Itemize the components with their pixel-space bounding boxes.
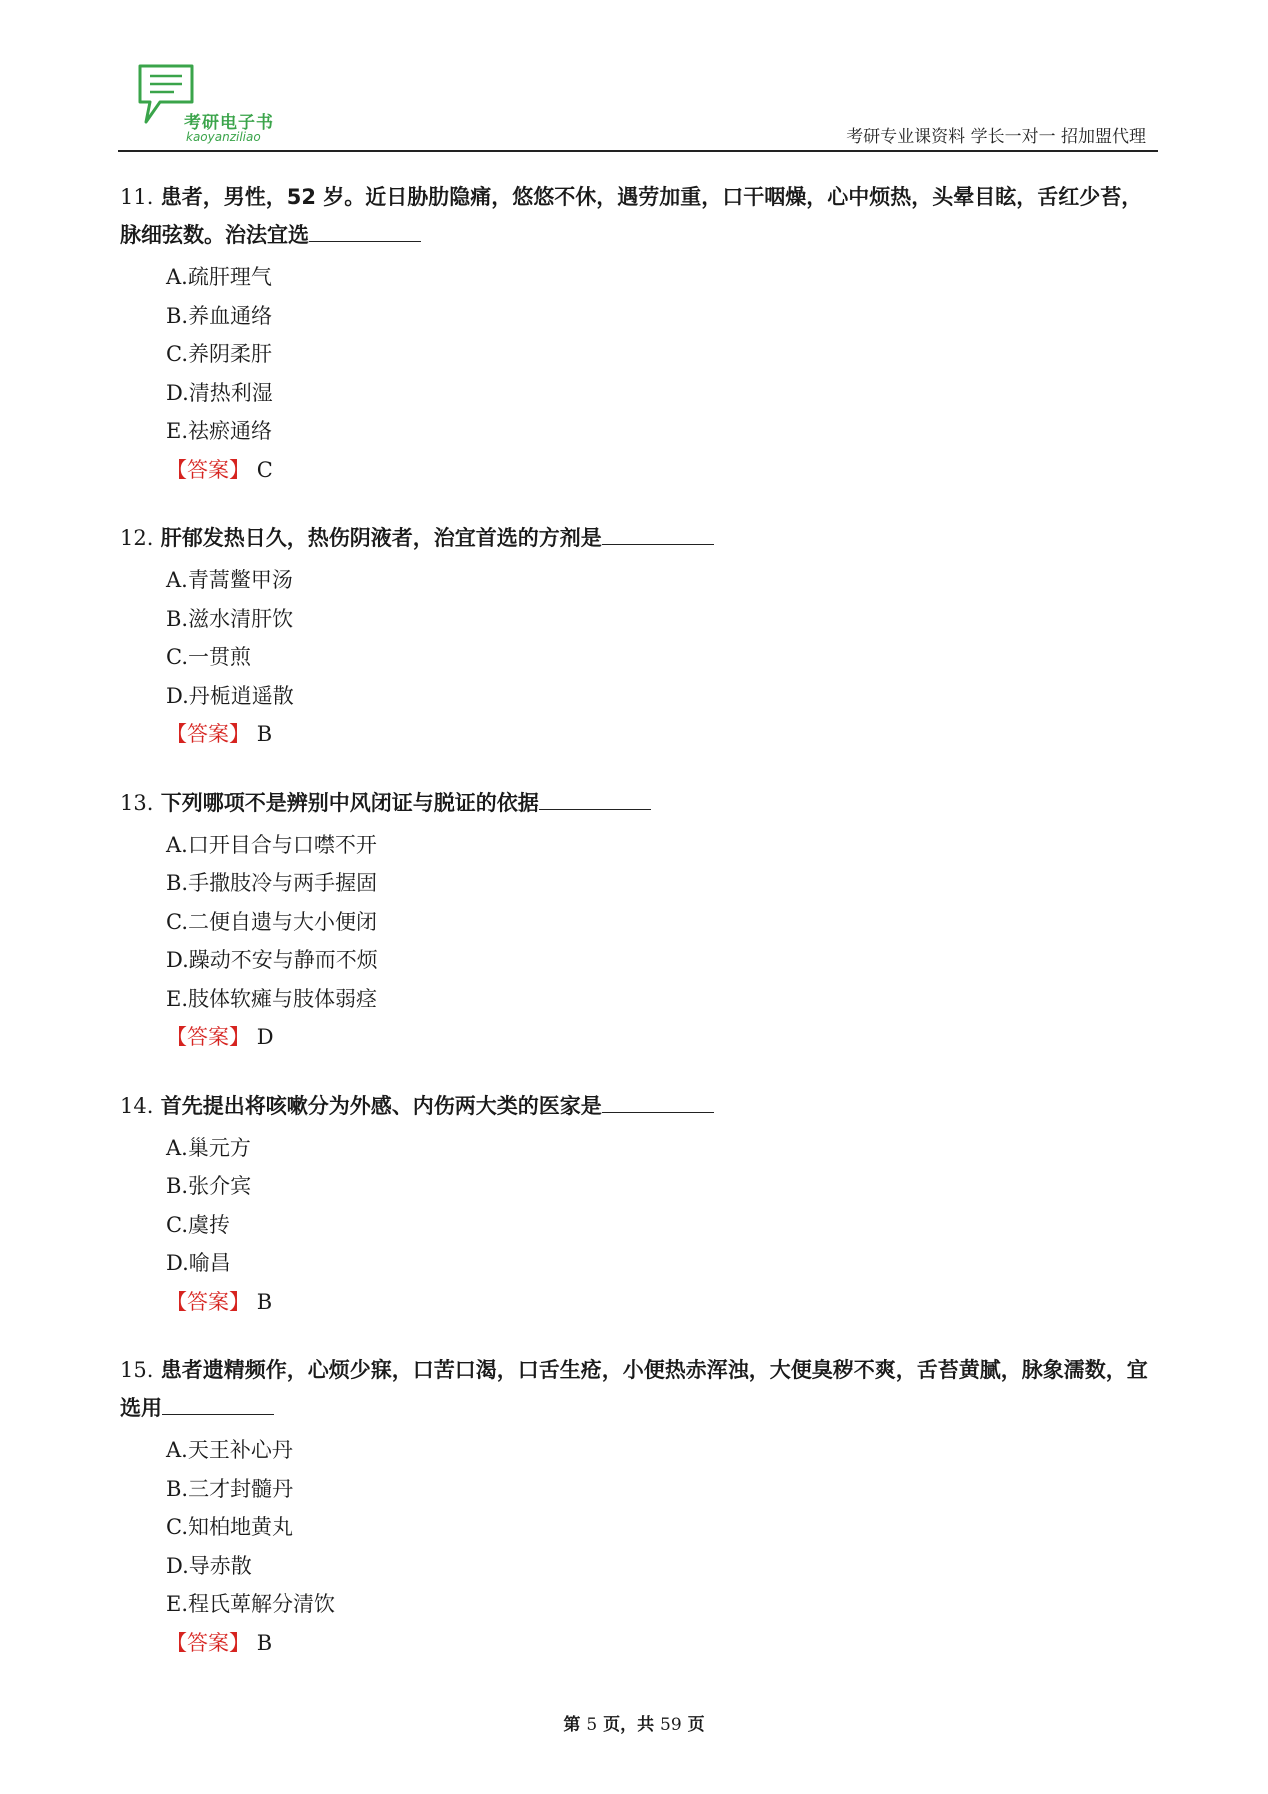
option-letter: B. <box>166 871 189 895</box>
footer-page-number: 5 <box>586 1715 598 1735</box>
option-text: 躁动不安与静而不烦 <box>188 948 378 972</box>
option-text: 疏肝理气 <box>187 265 272 289</box>
option-item <box>166 638 1160 677</box>
question-number: 15. <box>120 1358 154 1382</box>
answer-label: 【答案】 <box>166 1025 250 1049</box>
question-block <box>120 178 1160 489</box>
option-item <box>166 1508 1160 1547</box>
answer-blank <box>602 524 714 545</box>
answer-blank <box>162 1394 274 1415</box>
footer-middle: 页，共 <box>603 1715 655 1735</box>
answer-label: 【答案】 <box>166 1289 250 1314</box>
option-text: 喻昌 <box>188 1251 231 1275</box>
option-item <box>166 903 1160 942</box>
option-item <box>166 1167 1160 1206</box>
option-letter: D. <box>166 683 189 708</box>
answer-line <box>166 1283 1160 1322</box>
question-stem <box>120 178 1160 254</box>
option-text: 养阴柔肝 <box>188 342 272 366</box>
question-text: 患者，男性，52 岁。近日胁肋隐痛，悠悠不休，遇劳加重，口干咽燥，心中烦热，头晕目眩，舌红少苔，脉细弦数。治法宜选 <box>120 185 1143 247</box>
option-letter: A. <box>166 265 188 289</box>
option-item <box>166 258 1160 297</box>
footer-total-pages: 59 <box>660 1715 682 1735</box>
answer-label: 【答案】 <box>166 1630 250 1655</box>
option-letter: B. <box>166 1174 189 1198</box>
option-text: 养血通络 <box>188 303 273 328</box>
answer-value: D <box>256 1025 274 1049</box>
footer-suffix: 页 <box>687 1715 705 1735</box>
option-letter: D. <box>166 948 189 972</box>
question-block <box>120 1087 1160 1322</box>
option-item <box>166 561 1160 600</box>
option-item <box>166 412 1160 451</box>
option-letter: E. <box>166 419 189 443</box>
option-item <box>166 1244 1160 1283</box>
header-slogan: 考研专业课资料 学长一对一 招加盟代理 <box>846 127 1146 147</box>
option-text: 张介宾 <box>188 1174 252 1198</box>
option-text: 程氏萆解分清饮 <box>188 1592 336 1616</box>
logo-subtext: kaoyanziliao <box>186 130 261 144</box>
option-letter: C. <box>166 909 188 934</box>
option-letter: D. <box>166 1553 189 1578</box>
question-text: 首先提出将咳嗽分为外感、内伤两大类的医家是 <box>160 1093 602 1118</box>
option-item <box>166 335 1160 374</box>
logo-text: 考研电子书 <box>184 113 274 133</box>
question-stem <box>120 519 1160 557</box>
option-item <box>166 1431 1160 1470</box>
option-letter: B. <box>166 303 189 328</box>
page-header <box>118 58 1158 154</box>
logo <box>134 62 284 150</box>
question-stem <box>120 1351 1160 1427</box>
question-list <box>120 178 1160 1692</box>
option-letter: D. <box>166 1251 189 1275</box>
option-letter: C. <box>166 342 188 366</box>
option-text: 知柏地黄丸 <box>188 1515 293 1539</box>
option-letter: B. <box>166 1476 189 1501</box>
option-item <box>166 864 1160 903</box>
option-text: 二便自遗与大小便闭 <box>188 909 377 934</box>
page-footer <box>0 1710 1268 1735</box>
header-divider <box>118 150 1158 152</box>
option-letter: A. <box>166 568 188 592</box>
question-block <box>120 519 1160 754</box>
option-item <box>166 1129 1160 1168</box>
option-letter: E. <box>166 986 189 1011</box>
answer-line <box>166 451 1160 490</box>
question-number: 11. <box>120 185 154 209</box>
answer-blank <box>309 221 421 242</box>
option-item <box>166 980 1160 1019</box>
answer-blank <box>602 1092 714 1113</box>
option-item <box>166 941 1160 980</box>
option-letter: A. <box>166 1135 188 1160</box>
question-text: 患者遗精频作，心烦少寐，口苦口渴，口舌生疮，小便热赤浑浊，大便臭秽不爽，舌苔黄腻，脉象濡数，宜选用 <box>120 1358 1148 1420</box>
question-number: 14. <box>120 1093 154 1118</box>
option-letter: E. <box>166 1592 189 1616</box>
option-item <box>166 1585 1160 1624</box>
option-letter: D. <box>166 380 189 405</box>
answer-line <box>166 715 1160 754</box>
answer-value: B <box>256 1630 273 1655</box>
option-letter: C. <box>166 1515 188 1539</box>
option-text: 滋水清肝饮 <box>188 606 294 631</box>
option-letter: C. <box>166 645 188 669</box>
answer-value: B <box>256 1289 273 1314</box>
option-text: 肢体软瘫与肢体弱痉 <box>188 986 378 1011</box>
option-item <box>166 600 1160 639</box>
answer-value: B <box>256 722 273 746</box>
option-text: 导赤散 <box>188 1553 252 1578</box>
option-letter: A. <box>166 1438 188 1462</box>
question-text: 下列哪项不是辨别中风闭证与脱证的依据 <box>160 790 539 815</box>
option-text: 祛瘀通络 <box>188 419 273 443</box>
option-text: 一贯煎 <box>188 645 251 669</box>
option-text: 巢元方 <box>187 1135 251 1160</box>
option-item <box>166 826 1160 865</box>
option-text: 手撒肢冷与两手握固 <box>188 871 378 895</box>
option-text: 丹栀逍遥散 <box>188 683 294 708</box>
option-item <box>166 1547 1160 1586</box>
answer-label: 【答案】 <box>166 722 250 746</box>
answer-line <box>166 1624 1160 1663</box>
answer-value: C <box>256 457 273 482</box>
option-item <box>166 1206 1160 1245</box>
answer-blank <box>539 789 651 810</box>
answer-label: 【答案】 <box>166 457 250 482</box>
question-block <box>120 1351 1160 1662</box>
option-letter: B. <box>166 606 189 631</box>
option-item <box>166 677 1160 716</box>
question-stem <box>120 1087 1160 1125</box>
option-text: 清热利湿 <box>188 380 273 405</box>
footer-prefix: 第 <box>563 1715 581 1735</box>
option-text: 青蒿鳖甲汤 <box>187 568 293 592</box>
option-text: 三才封髓丹 <box>188 1476 294 1501</box>
option-item <box>166 297 1160 336</box>
option-item <box>166 374 1160 413</box>
option-text: 口开目合与口噤不开 <box>187 832 377 857</box>
answer-line <box>166 1018 1160 1057</box>
option-text: 天王补心丹 <box>187 1438 293 1462</box>
option-letter: C. <box>166 1212 188 1237</box>
option-letter: A. <box>166 832 188 857</box>
question-number: 13. <box>120 790 154 815</box>
question-number: 12. <box>120 526 154 550</box>
question-stem <box>120 784 1160 822</box>
option-item <box>166 1470 1160 1509</box>
option-text: 虞抟 <box>188 1212 230 1237</box>
question-block <box>120 784 1160 1057</box>
question-text: 肝郁发热日久，热伤阴液者，治宜首选的方剂是 <box>160 526 602 550</box>
